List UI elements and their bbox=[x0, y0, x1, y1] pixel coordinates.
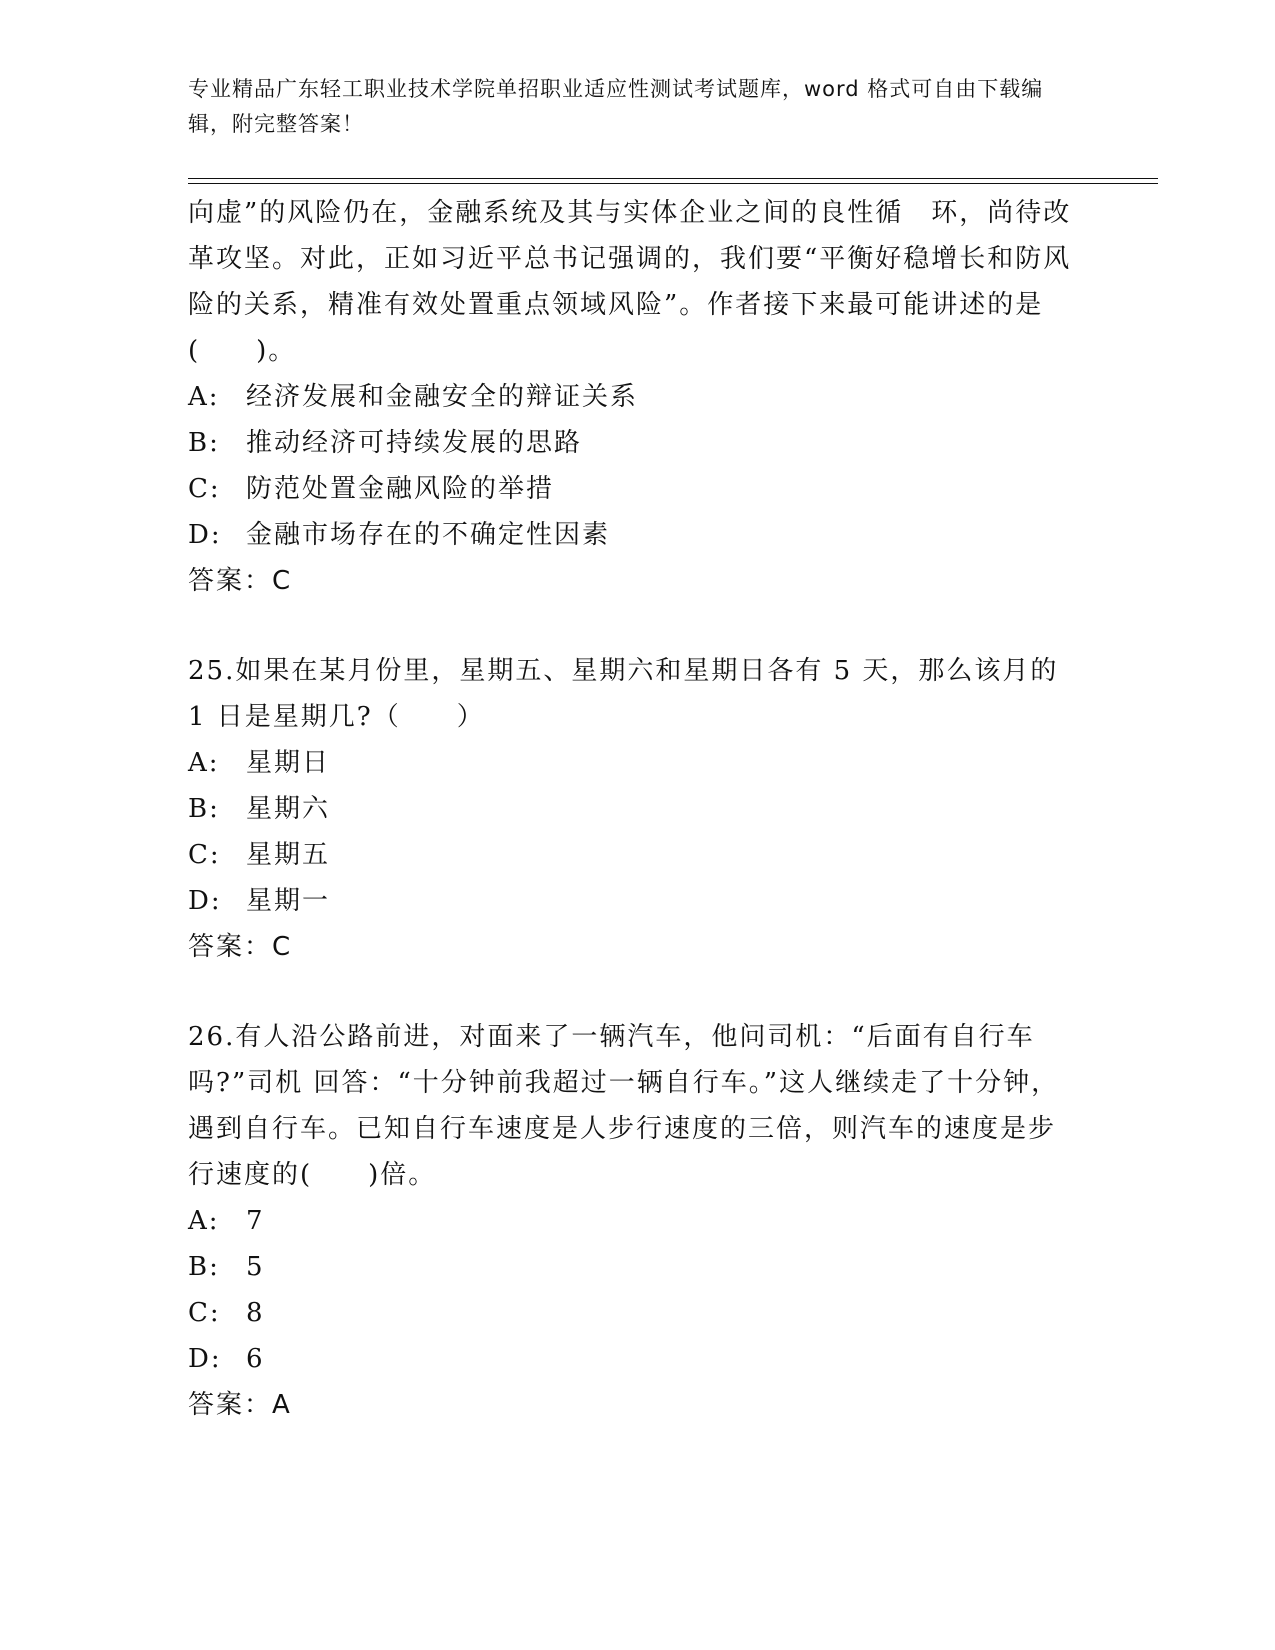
option-a bbox=[188, 374, 1078, 420]
option-d bbox=[188, 878, 1078, 924]
option-text: 6 bbox=[246, 1344, 265, 1374]
option-c bbox=[188, 466, 1078, 512]
question-stem: 26.有人沿公路前进，对面来了一辆汽车，他问司机：“后面有自行车吗?”司机 回答：“十分钟前我超过一辆自行车。”这人继续走了十分钟，遇到自行车。已知自行车速度是人步行速度的三倍，则汽车的速度是步行速度的( )倍。 bbox=[188, 1022, 1060, 1190]
option-b bbox=[188, 786, 1078, 832]
option-text: 经济发展和金融安全的辩证关系 bbox=[246, 382, 639, 412]
question-25 bbox=[188, 648, 1078, 970]
option-key: C: bbox=[188, 474, 221, 504]
option-d bbox=[188, 1336, 1078, 1382]
option-text: 星期六 bbox=[246, 794, 331, 824]
document-header bbox=[188, 72, 1068, 142]
option-text: 星期五 bbox=[246, 840, 331, 870]
option-key: B: bbox=[188, 794, 220, 824]
option-text: 8 bbox=[246, 1298, 265, 1328]
answer-line: 答案：A bbox=[188, 1390, 292, 1420]
option-text: 推动经济可持续发展的思路 bbox=[246, 428, 583, 458]
option-key: C: bbox=[188, 840, 221, 870]
option-key: D: bbox=[188, 886, 222, 916]
question-24 bbox=[188, 190, 1078, 604]
header-text: 专业精品广东轻工职业技术学院单招职业适应性测试考试题库，word 格式可自由下载编辑，附完整答案！ bbox=[188, 77, 1044, 136]
option-text: 星期一 bbox=[246, 886, 331, 916]
header-rule-top bbox=[188, 178, 1158, 179]
option-a bbox=[188, 740, 1078, 786]
option-text: 7 bbox=[246, 1206, 265, 1236]
answer-line: 答案：C bbox=[188, 566, 293, 596]
question-stem: 向虚”的风险仍在，金融系统及其与实体企业之间的良性循 环，尚待改革攻坚。对此，正如习近平总书记强调的，我们要“平衡好稳增长和防风险的关系，精准有效处置重点领域风险”。作者接下来最可能讲述的是( )。 bbox=[188, 198, 1072, 366]
option-text: 5 bbox=[246, 1252, 265, 1282]
option-key: B: bbox=[188, 1252, 220, 1282]
option-a bbox=[188, 1198, 1078, 1244]
option-key: D: bbox=[188, 520, 222, 550]
option-key: A: bbox=[188, 382, 220, 412]
question-list bbox=[188, 190, 1078, 1428]
header-rule-bottom bbox=[188, 183, 1158, 184]
option-b bbox=[188, 1244, 1078, 1290]
option-text: 星期日 bbox=[246, 748, 331, 778]
option-d bbox=[188, 512, 1078, 558]
option-key: C: bbox=[188, 1298, 221, 1328]
question-stem: 25.如果在某月份里，星期五、星期六和星期日各有 5 天，那么该月的 1 日是星期几?（ ） bbox=[188, 656, 1059, 732]
question-26 bbox=[188, 1014, 1078, 1428]
option-text: 防范处置金融风险的举措 bbox=[246, 474, 555, 504]
answer-line: 答案：C bbox=[188, 932, 293, 962]
option-key: A: bbox=[188, 1206, 220, 1236]
option-c bbox=[188, 1290, 1078, 1336]
question-spacer bbox=[188, 604, 1078, 648]
option-key: D: bbox=[188, 1344, 222, 1374]
question-spacer bbox=[188, 970, 1078, 1014]
option-c bbox=[188, 832, 1078, 878]
option-key: B: bbox=[188, 428, 220, 458]
option-b bbox=[188, 420, 1078, 466]
option-text: 金融市场存在的不确定性因素 bbox=[246, 520, 611, 550]
option-key: A: bbox=[188, 748, 220, 778]
